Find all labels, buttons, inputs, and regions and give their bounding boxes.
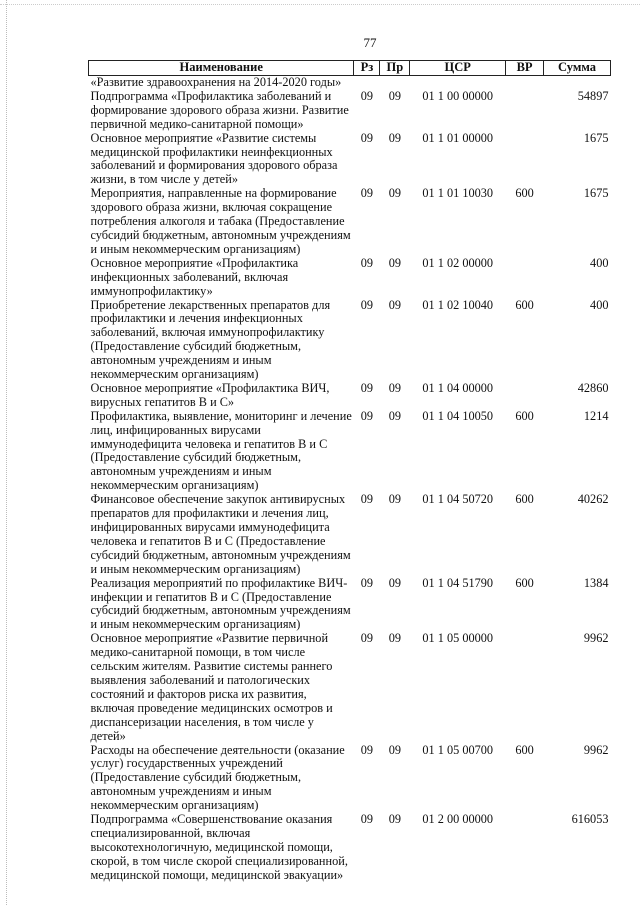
row-name: Реализация мероприятий по профилактике ВИЧ-инфекции и гепатитов В и С (Предоставление субсидий бюджетным, автономным учреждениям и иным некоммерческим организациям) — [90, 575, 351, 632]
row-rz: 09 — [360, 297, 374, 312]
row-csr: 01 1 05 00000 — [422, 631, 494, 646]
column-header-csr: ЦСР — [410, 61, 506, 76]
scan-edge-left — [6, 0, 8, 905]
column-header-vr: ВР — [506, 61, 544, 76]
row-pr: 09 — [388, 255, 402, 270]
row-name: Профилактика, выявление, мониторинг и лечение лиц, инфицированных вирусами иммунодефицита человека и гепатитов В и С (Предоставление субсидий бюджетным, автономным учреждениям и иным некоммерческим организациям) — [90, 408, 352, 493]
row-pr: 09 — [388, 130, 402, 145]
row-pr — [380, 76, 410, 90]
row-vr — [506, 813, 544, 883]
row-vr — [506, 76, 544, 90]
page-number: 77 — [363, 35, 377, 50]
column-header-name: Наименование — [89, 61, 354, 76]
row-vr — [506, 90, 544, 132]
table-row — [89, 132, 611, 188]
row-pr: 09 — [388, 492, 402, 507]
row-csr — [410, 76, 506, 90]
table-row — [89, 382, 611, 410]
row-sum: 400 — [590, 255, 609, 270]
row-name: «Развитие здравоохранения на 2014-2020 годы» — [90, 75, 342, 89]
table-row — [89, 90, 611, 132]
row-vr — [506, 257, 544, 299]
row-csr: 01 1 02 00000 — [422, 255, 494, 270]
row-csr: 01 1 05 00700 — [422, 742, 494, 757]
row-csr: 01 1 04 10050 — [422, 408, 494, 423]
row-pr: 09 — [388, 186, 402, 201]
row-rz: 09 — [360, 88, 374, 103]
row-rz: 09 — [360, 130, 374, 145]
row-pr: 09 — [388, 297, 402, 312]
row-sum: 40262 — [577, 492, 609, 507]
row-csr: 01 1 04 50720 — [422, 492, 494, 507]
row-vr — [506, 632, 544, 743]
column-header-pr: Пр — [380, 61, 410, 76]
row-sum: 400 — [590, 297, 609, 312]
row-sum: 1214 — [583, 408, 609, 423]
row-sum: 9962 — [583, 742, 609, 757]
row-sum: 1675 — [583, 130, 609, 145]
table-row — [89, 76, 611, 90]
table-row — [89, 299, 611, 382]
row-rz: 09 — [360, 255, 374, 270]
row-rz: 09 — [360, 186, 374, 201]
row-name: Подпрограмма «Профилактика заболеваний и формирование здорового образа жизни. Развитие первичной медико-санитарной помощи» — [90, 88, 349, 131]
row-rz: 09 — [360, 575, 374, 590]
row-csr: 01 1 01 00000 — [422, 130, 494, 145]
row-name: Расходы на обеспечение деятельности (оказание услуг) государственных учреждений (Предоставление субсидий бюджетным, автономным учреждениям и иным некоммерческим организациям) — [90, 742, 345, 813]
row-name: Основное мероприятие «Развитие системы медицинской профилактики неинфекционных заболеваний и формирования здорового образа жизни, в том числе у детей» — [90, 130, 338, 187]
row-csr: 01 1 00 00000 — [422, 88, 494, 103]
table-row — [89, 493, 611, 576]
budget-table — [88, 60, 611, 883]
row-csr: 01 1 04 51790 — [422, 575, 494, 590]
row-name: Основное мероприятие «Развитие первичной медико-санитарной помощи, в том числе сельским жителям. Развитие системы раннего выявления заболеваний и патологических состояний и факторов риска их развития, включая проведение медицинских осмотров и диспансеризации населения, в том числе у детей» — [90, 631, 333, 743]
row-rz: 09 — [360, 492, 374, 507]
row-name: Подпрограмма «Совершенствование оказания специализированной, включая высокотехнологичную, медицинской помощи, скорой, в том числе скорой специализированной, медицинской помощи, медицинской эвакуации» — [90, 812, 348, 882]
row-sum: 9962 — [583, 631, 609, 646]
table-header-row — [89, 61, 611, 76]
row-vr: 600 — [515, 492, 534, 507]
row-pr: 09 — [388, 812, 402, 827]
row-sum — [544, 76, 611, 90]
row-vr: 600 — [515, 575, 534, 590]
row-csr: 01 1 02 10040 — [422, 297, 494, 312]
column-header-sum: Сумма — [544, 61, 611, 76]
row-sum: 42860 — [577, 380, 609, 395]
row-pr: 09 — [388, 742, 402, 757]
table-row — [89, 744, 611, 814]
row-name: Финансовое обеспечение закупок антивирусных препаратов для профилактики и лечения лиц, инфицированных вирусами иммунодефицита человека и гепатитов В и С (Предоставление субсидий бюджетным, автономным учреждениям и иным некоммерческим организациям) — [90, 492, 351, 576]
row-csr: 01 1 04 00000 — [422, 380, 494, 395]
row-rz: 09 — [360, 812, 374, 827]
row-sum: 54897 — [577, 88, 609, 103]
row-name: Основное мероприятие «Профилактика ВИЧ, вирусных гепатитов В и С» — [90, 380, 330, 409]
row-vr: 600 — [515, 186, 534, 201]
row-rz: 09 — [360, 380, 374, 395]
row-pr: 09 — [388, 380, 402, 395]
row-vr — [506, 382, 544, 410]
row-csr: 01 2 00 00000 — [422, 812, 494, 827]
row-pr: 09 — [388, 575, 402, 590]
row-rz: 09 — [360, 631, 374, 646]
row-rz — [354, 76, 380, 90]
row-sum: 616053 — [571, 812, 609, 827]
row-pr: 09 — [388, 408, 402, 423]
table-row — [89, 257, 611, 299]
column-header-rz: Рз — [354, 61, 380, 76]
row-vr — [506, 132, 544, 188]
table-row — [89, 410, 611, 493]
scan-edge-top — [0, 4, 640, 6]
row-rz: 09 — [360, 742, 374, 757]
row-name: Основное мероприятие «Профилактика инфекционных заболеваний, включая иммунопрофилактику» — [90, 255, 299, 298]
row-csr: 01 1 01 10030 — [422, 186, 494, 201]
table-row — [89, 632, 611, 743]
row-sum: 1675 — [583, 186, 609, 201]
row-vr: 600 — [515, 408, 534, 423]
row-name: Приобретение лекарственных препаратов для профилактики и лечения инфекционных заболеваний, включая иммунопрофилактику (Предоставление субсидий бюджетным, автономным учреждениям и иным некоммерческим организациям) — [90, 297, 331, 382]
row-sum: 1384 — [583, 575, 609, 590]
table-row — [89, 813, 611, 883]
table-row — [89, 187, 611, 257]
row-pr: 09 — [388, 631, 402, 646]
row-pr: 09 — [388, 88, 402, 103]
row-name: Мероприятия, направленные на формирование здорового образа жизни, включая сокращение потребления алкоголя и табака (Предоставление субсидий бюджетным, автономным учреждениям и иным некоммерческим организациям) — [90, 186, 351, 256]
table-row — [89, 577, 611, 633]
row-rz: 09 — [360, 408, 374, 423]
row-vr: 600 — [515, 297, 534, 312]
row-vr: 600 — [515, 742, 534, 757]
